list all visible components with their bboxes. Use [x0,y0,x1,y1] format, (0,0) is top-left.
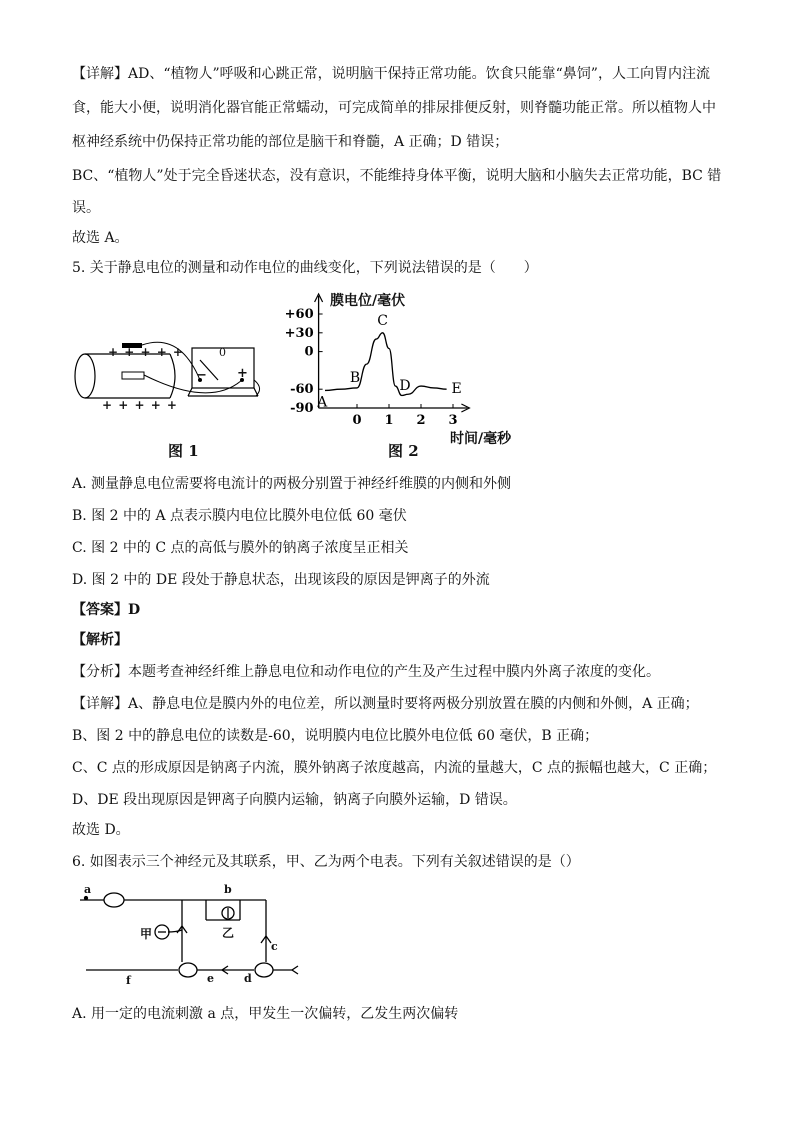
x-tick-label: 1 [384,413,394,428]
analysis-label: 【解析】 [72,632,128,648]
chart-ylabel: 膜电位/毫伏 [330,293,406,309]
figure-3-neurons [78,880,308,992]
figure-2-chart [285,288,525,448]
meter-zero: 0 [219,346,226,359]
label-a: a [84,883,92,896]
figure-2-caption: 图 2 [388,442,419,460]
text-line: 【详解】A、静息电位是膜内外的电位差，所以测量时要将两极分别放置在膜的内侧和外侧，A 正确； [72,696,699,712]
question-5: 5. 关于静息电位的测量和动作电位的曲线变化，下列说法错误的是（ ） [72,260,538,276]
option-c: C. 图 2 中的 C 点的高低与膜外的钠离子浓度呈正相关 [72,540,409,556]
label-c: c [271,940,278,953]
label-f: f [126,974,131,987]
point-labels [316,313,462,411]
point-label-c: C [377,312,388,329]
y-tick-label: -60 [290,382,314,398]
meter-minus: − [196,368,207,383]
text-line: 枢神经系统中仍保持正常功能的部位是脑干和脊髓，A 正确；D 错误； [72,134,509,150]
option-a: A. 用一定的电流刺激 a 点，甲发生一次偏转，乙发生两次偏转 [72,1006,459,1022]
label-e: e [207,972,214,985]
y-tick-label: -90 [290,401,314,416]
point-label-e: E [451,381,462,398]
question-6: 6. 如图表示三个神经元及其联系，甲、乙为两个电表。下列有关叙述错误的是（） [72,854,580,870]
text-line: 故选 A。 [72,230,129,246]
text-line: D、DE 段出现原因是钾离子向膜内运输，钠离子向膜外运输，D 错误。 [72,792,517,808]
point-label-a: A [317,394,328,411]
option-d: D. 图 2 中的 DE 段处于静息状态，出现该段的原因是钾离子的外流 [72,572,490,588]
top-charges: + + + + + [108,345,184,359]
label-yi: 乙 [222,926,235,940]
label-jia: 甲 [140,927,153,941]
meter-plus: + [237,366,248,381]
x-tick-label: 2 [416,413,426,428]
text-line: 故选 D。 [72,822,130,838]
x-tick-label: 0 [352,413,362,428]
text-line: 【详解】AD、“植物人”呼吸和心跳正常，说明脑干保持正常功能。饮食只能靠“鼻饲”，人工向胃内注流 [72,66,710,82]
series-line [325,333,447,396]
text-line: BC、“植物人”处于完全昏迷状态，没有意识，不能维持身体平衡，说明大脑和小脑失去正常功能，BC 错 [72,168,722,184]
text-line: 误。 [72,200,100,216]
chart-ticks [285,307,458,428]
chart-axes [315,294,470,412]
bottom-charges: + + + + + [102,398,178,412]
text-line: 食，能大小便，说明消化器官能正常蠕动，可完成简单的排尿排便反射，则脊髓功能正常。所以植物人中 [72,100,716,116]
y-tick-label: 0 [304,344,314,360]
text-line: 【分析】本题考查神经纤维上静息电位和动作电位的产生及产生过程中膜内外离子浓度的变化。 [72,664,660,680]
y-tick-label: +60 [285,307,314,322]
figure-1-caption: 图 1 [168,442,199,460]
label-d: d [244,972,252,985]
chart-xlabel: 时间/毫秒 [450,431,512,447]
point-label-b: B [349,369,361,386]
x-tick-label: 3 [448,413,458,428]
text-line: C、C 点的形成原因是钠离子内流，膜外钠离子浓度越高，内流的量越大，C 点的振幅也越大，C 正确； [72,760,717,776]
label-b: b [224,883,232,896]
text-line: B、图 2 中的静息电位的读数是-60，说明膜内电位比膜外电位低 60 毫伏，B 正确； [72,728,599,744]
answer-label: 【答案】D [72,602,141,618]
point-label-d: D [399,378,411,395]
option-b: B. 图 2 中的 A 点表示膜内电位比膜外电位低 60 毫伏 [72,508,407,524]
y-tick-label: +30 [285,325,314,341]
option-a: A. 测量静息电位需要将电流计的两极分别置于神经纤维膜的内侧和外侧 [72,476,512,492]
